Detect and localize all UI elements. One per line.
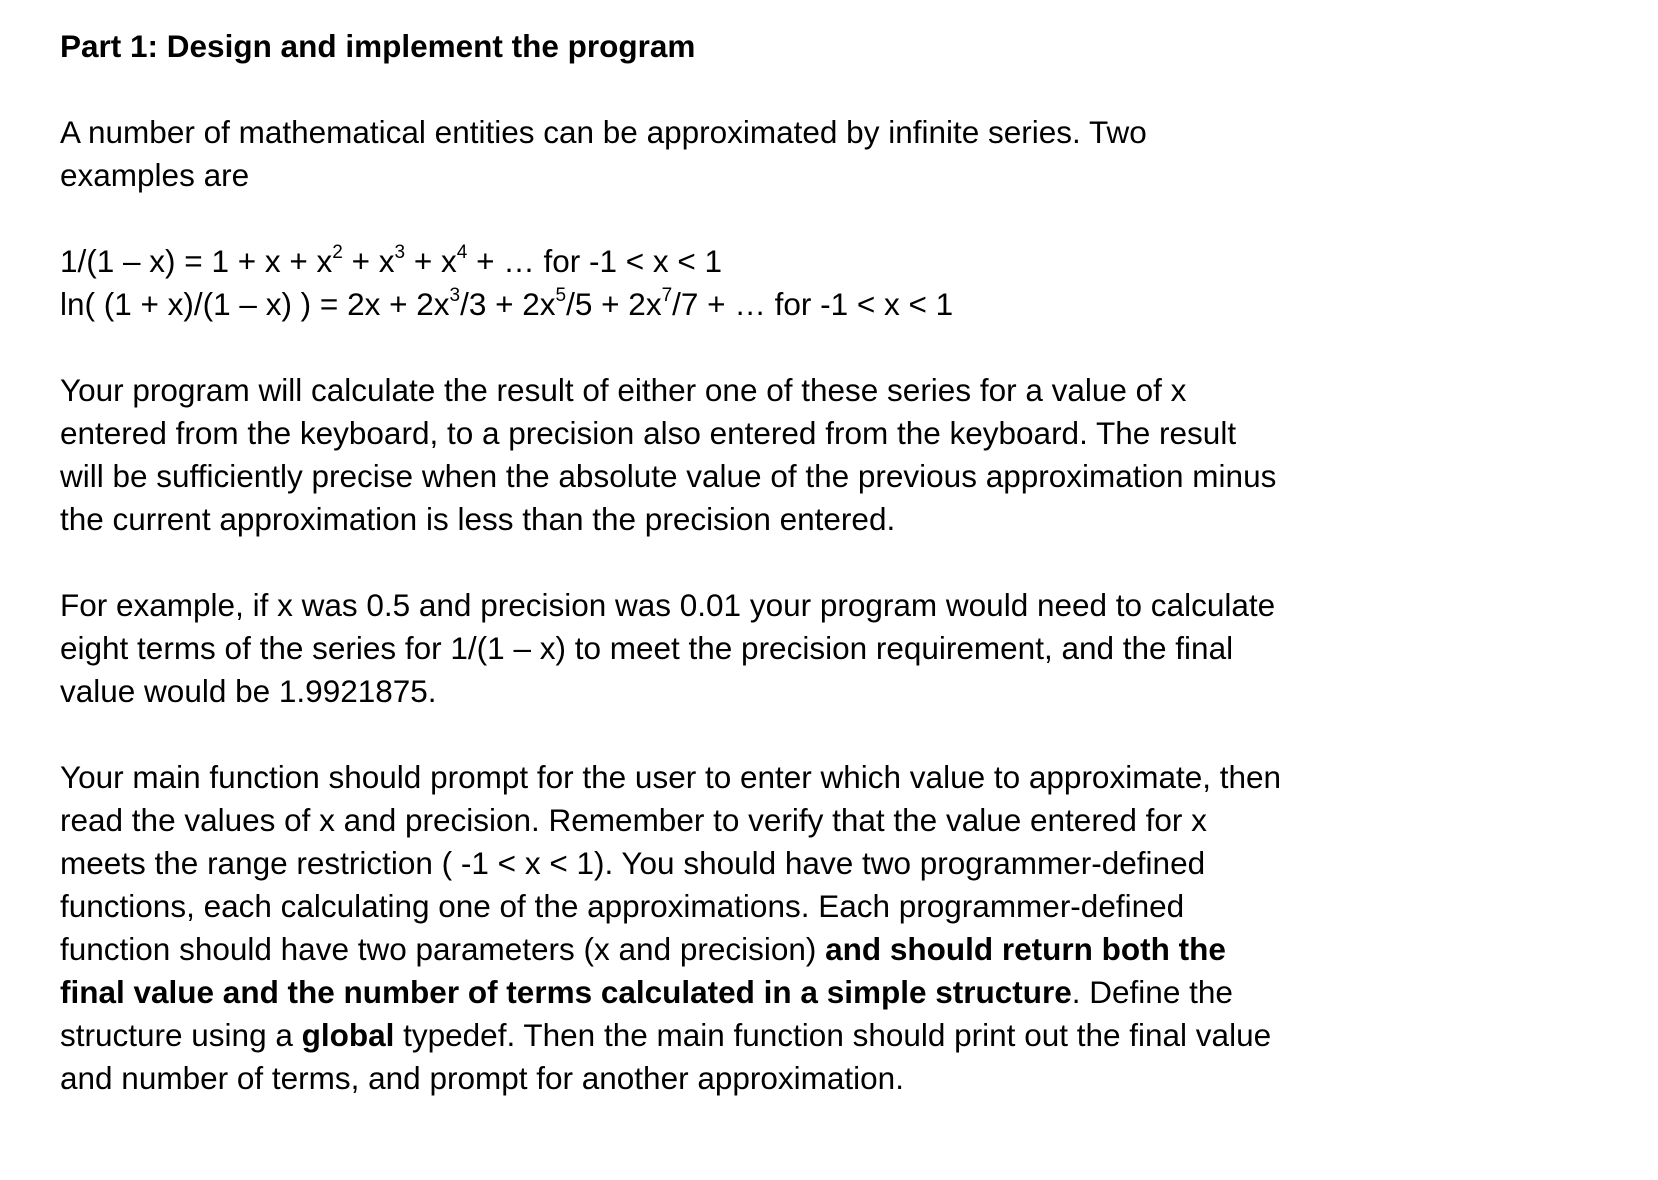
- paragraph-spacer: [60, 197, 1638, 240]
- document-body: [60, 25, 1638, 1100]
- text-line: [60, 240, 1638, 283]
- main-function-paragraph: [60, 756, 1638, 1100]
- superscript-exponent: 2: [332, 242, 343, 263]
- paragraph-spacer: [60, 68, 1638, 111]
- section-heading: Part 1: Design and implement the program: [60, 28, 696, 64]
- text-run: meets the range restriction ( -1 < x < 1). You should have two programmer-defined: [60, 845, 1206, 881]
- text-run: value would be 1.9921875.: [60, 673, 437, 709]
- text-run: + … for -1 < x < 1: [467, 243, 723, 279]
- example-paragraph: [60, 584, 1638, 713]
- text-run: structure using a: [60, 1017, 302, 1053]
- text-line: [60, 756, 1638, 799]
- series-formulas: [60, 240, 1638, 326]
- text-line: [60, 412, 1638, 455]
- intro-paragraph: [60, 111, 1638, 197]
- text-run: examples are: [60, 157, 250, 193]
- text-run: ln( (1 + x)/(1 – x) ) = 2x + 2x: [60, 286, 450, 322]
- text-run: entered from the keyboard, to a precision also entered from the keyboard. The result: [60, 415, 1237, 451]
- text-run: function should have two parameters (x and precision): [60, 931, 826, 967]
- text-line: [60, 283, 1638, 326]
- text-run: For example, if x was 0.5 and precision was 0.01 your program would need to calculate: [60, 587, 1276, 623]
- superscript-exponent: 3: [394, 242, 406, 263]
- text-run: typedef. Then the main function should print out the final value: [394, 1017, 1272, 1053]
- superscript-exponent: 3: [449, 285, 461, 306]
- paragraph-spacer: [60, 326, 1638, 369]
- text-line: [60, 799, 1638, 842]
- text-run: /7 + … for -1 < x < 1: [672, 286, 954, 322]
- text-line: [60, 455, 1638, 498]
- bold-text: global: [301, 1017, 395, 1053]
- text-run: + x: [405, 243, 457, 279]
- text-run: read the values of x and precision. Remember to verify that the value entered for x: [60, 802, 1207, 838]
- text-run: . Define the: [1071, 974, 1233, 1010]
- program-description-paragraph: [60, 369, 1638, 541]
- text-run: /3 + 2x: [460, 286, 556, 322]
- text-line: [60, 842, 1638, 885]
- bold-text: final value and the number of terms calculated in a simple structure: [60, 974, 1072, 1010]
- paragraph-spacer: [60, 713, 1638, 756]
- text-line: [60, 369, 1638, 412]
- text-line: [60, 111, 1638, 154]
- superscript-exponent: 4: [456, 242, 468, 263]
- text-run: /5 + 2x: [566, 286, 662, 322]
- text-line: [60, 498, 1638, 541]
- text-line: [60, 885, 1638, 928]
- bold-text: and should return both the: [825, 931, 1226, 967]
- text-line: [60, 971, 1638, 1014]
- superscript-exponent: 5: [555, 285, 567, 306]
- text-run: A number of mathematical entities can be approximated by infinite series. Two: [60, 114, 1147, 150]
- text-run: and number of terms, and prompt for another approximation.: [60, 1060, 904, 1096]
- text-line: [60, 154, 1638, 197]
- text-run: 1/(1 – x) = 1 + x + x: [60, 243, 333, 279]
- text-line: [60, 670, 1638, 713]
- text-run: will be sufficiently precise when the absolute value of the previous approximation minus: [60, 458, 1277, 494]
- text-run: Your program will calculate the result of either one of these series for a value of x: [60, 372, 1187, 408]
- superscript-exponent: 7: [661, 285, 673, 306]
- text-run: eight terms of the series for 1/(1 – x) to meet the precision requirement, and the final: [60, 630, 1234, 666]
- text-line: [60, 584, 1638, 627]
- text-line: [60, 1057, 1638, 1100]
- text-line: [60, 928, 1638, 971]
- text-line: [60, 627, 1638, 670]
- text-run: functions, each calculating one of the approximations. Each programmer-defined: [60, 888, 1185, 924]
- document-paragraphs: [60, 68, 1638, 1100]
- paragraph-spacer: [60, 541, 1638, 584]
- text-line: [60, 1014, 1638, 1057]
- text-run: the current approximation is less than the precision entered.: [60, 501, 896, 537]
- text-run: + x: [342, 243, 395, 279]
- text-run: Your main function should prompt for the user to enter which value to approximate, then: [60, 759, 1282, 795]
